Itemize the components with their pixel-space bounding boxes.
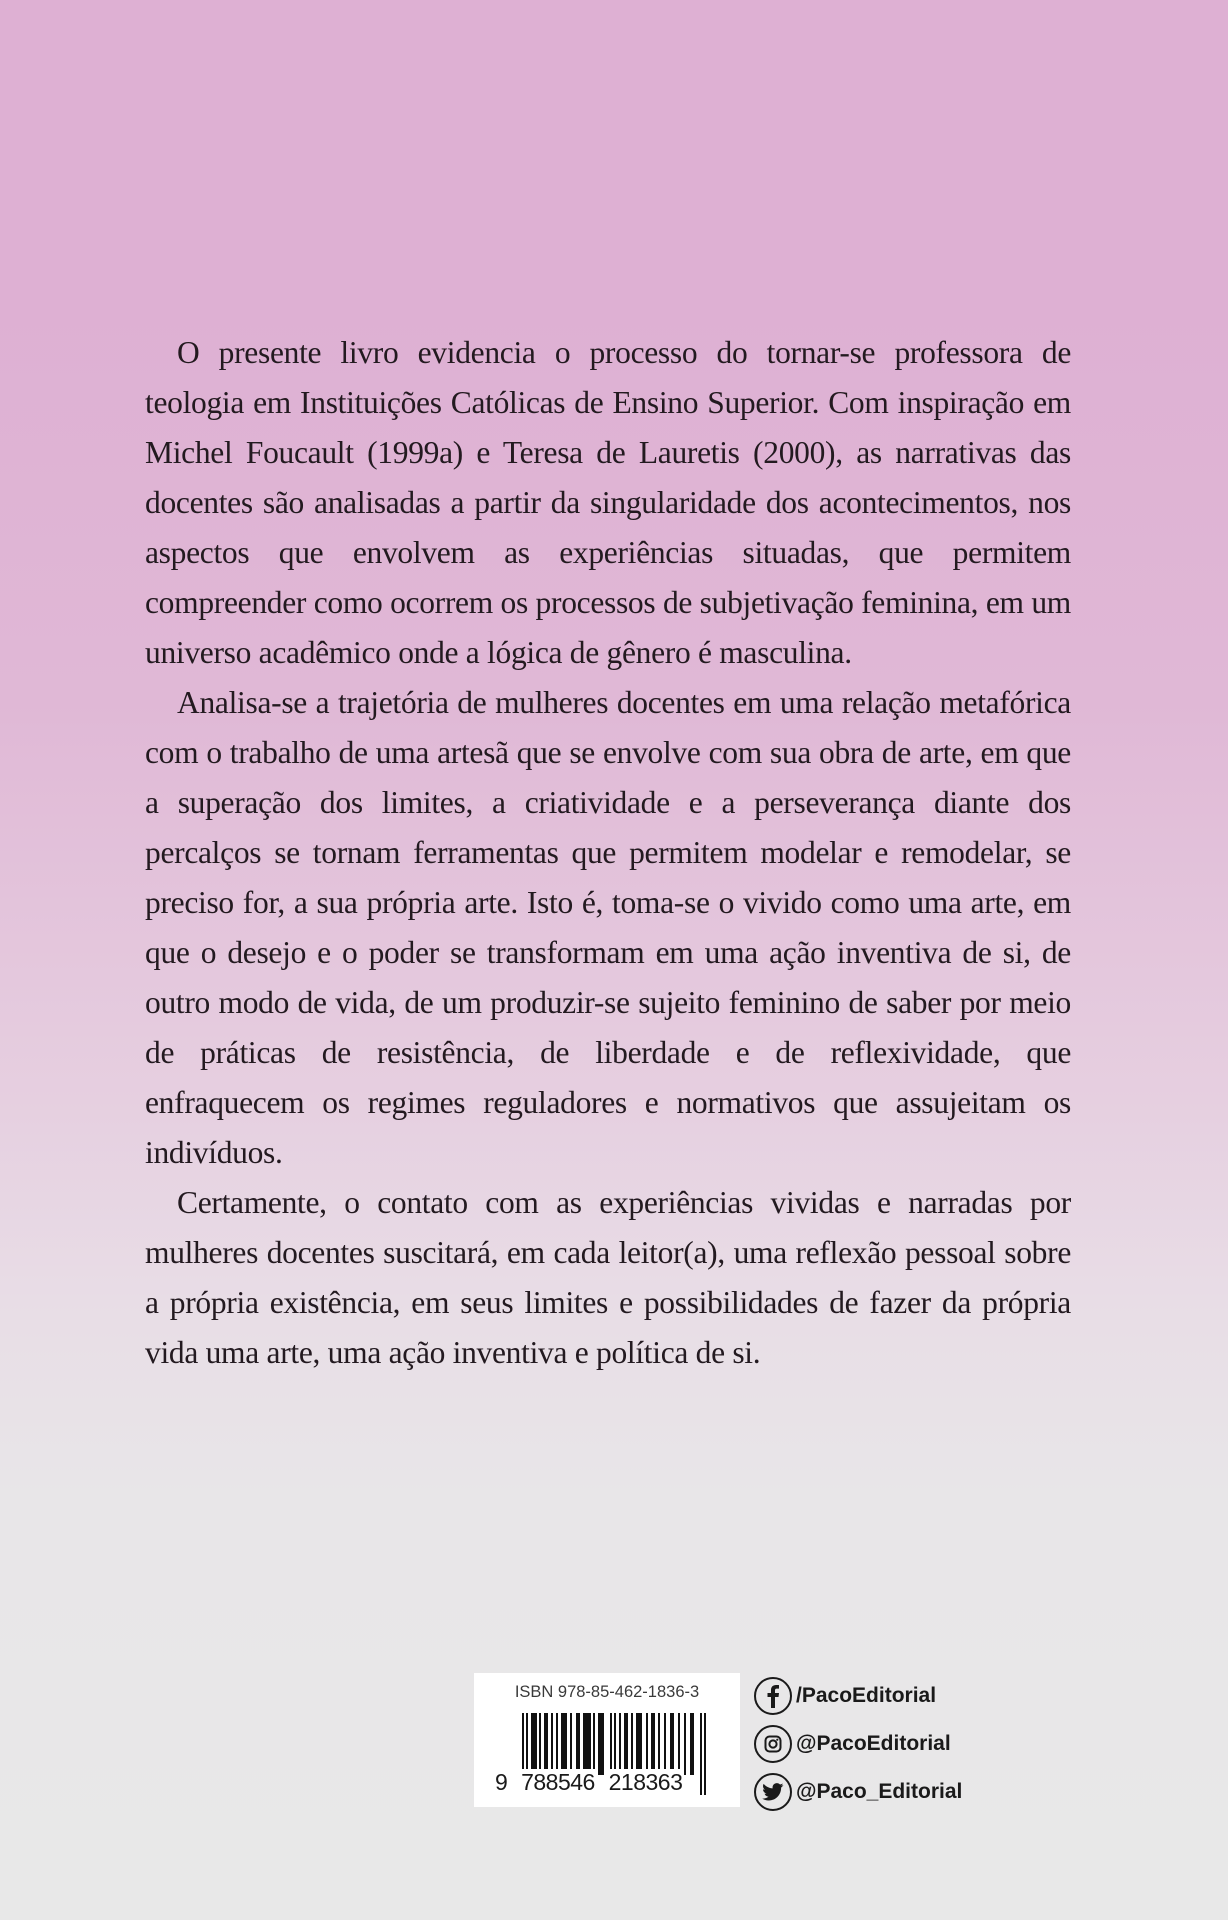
social-links — [754, 1672, 962, 1816]
social-twitter[interactable] — [754, 1768, 962, 1816]
twitter-icon — [754, 1773, 792, 1811]
blurb-paragraph-2: Analisa-se a trajetória de mulheres docentes em uma relação metafórica com o trabalho de uma artesã que se envolve com sua obra de arte, em que a superação dos limites, a criatividade e a perseverança diante dos percalços se tornam ferramentas que permitem modelar e remodelar, se preciso for, a sua própria arte. Isto é, toma-se o vivido como uma arte, em que o desejo e o poder se transformam em uma ação inventiva de si, de outro modo de vida, de um produzir-se sujeito feminino de saber por meio de práticas de resistência, de liberdade e de reflexividade, que enfraquecem os regimes reguladores e normativos que assujeitam os indivíduos. — [145, 685, 1071, 1170]
facebook-icon — [754, 1677, 792, 1715]
social-facebook[interactable] — [754, 1672, 962, 1720]
blurb-paragraph-3: Certamente, o contato com as experiências vividas e narradas por mulheres docentes suscitará, em cada leitor(a), uma reflexão pessoal sobre a própria existência, em seus limites e possibilidades de fazer da própria vida uma arte, uma ação inventiva e política de si. — [145, 1185, 1071, 1370]
barcode-digits-right: 218363 — [608, 1769, 683, 1795]
social-instagram[interactable] — [754, 1720, 962, 1768]
blurb-paragraph-1: O presente livro evidencia o processo do tornar-se professora de teologia em Instituições Católicas de Ensino Superior. Com inspiração em Michel Foucault (1999a) e Teresa de Lauretis (2000), as narrativas das docentes são analisadas a partir da singularidade dos acontecimentos, nos aspectos que envolvem as experiências situadas, que permitem compreender como ocorrem os processos de subjetivação feminina, em um universo acadêmico onde a lógica de gênero é masculina. — [145, 335, 1071, 670]
instagram-icon — [754, 1725, 792, 1763]
isbn-label: ISBN 978-85-462-1836-3 — [514, 1683, 700, 1701]
barcode-digits-left: 788546 — [521, 1769, 595, 1795]
isbn-barcode-box — [474, 1673, 740, 1807]
facebook-handle: /PacoEditorial — [796, 1684, 937, 1707]
back-cover-blurb — [145, 328, 1071, 1378]
barcode-digit-first: 9 — [495, 1769, 508, 1795]
twitter-handle: @Paco_Editorial — [796, 1780, 963, 1803]
barcode-number — [494, 1769, 683, 1796]
instagram-handle: @PacoEditorial — [796, 1732, 951, 1755]
